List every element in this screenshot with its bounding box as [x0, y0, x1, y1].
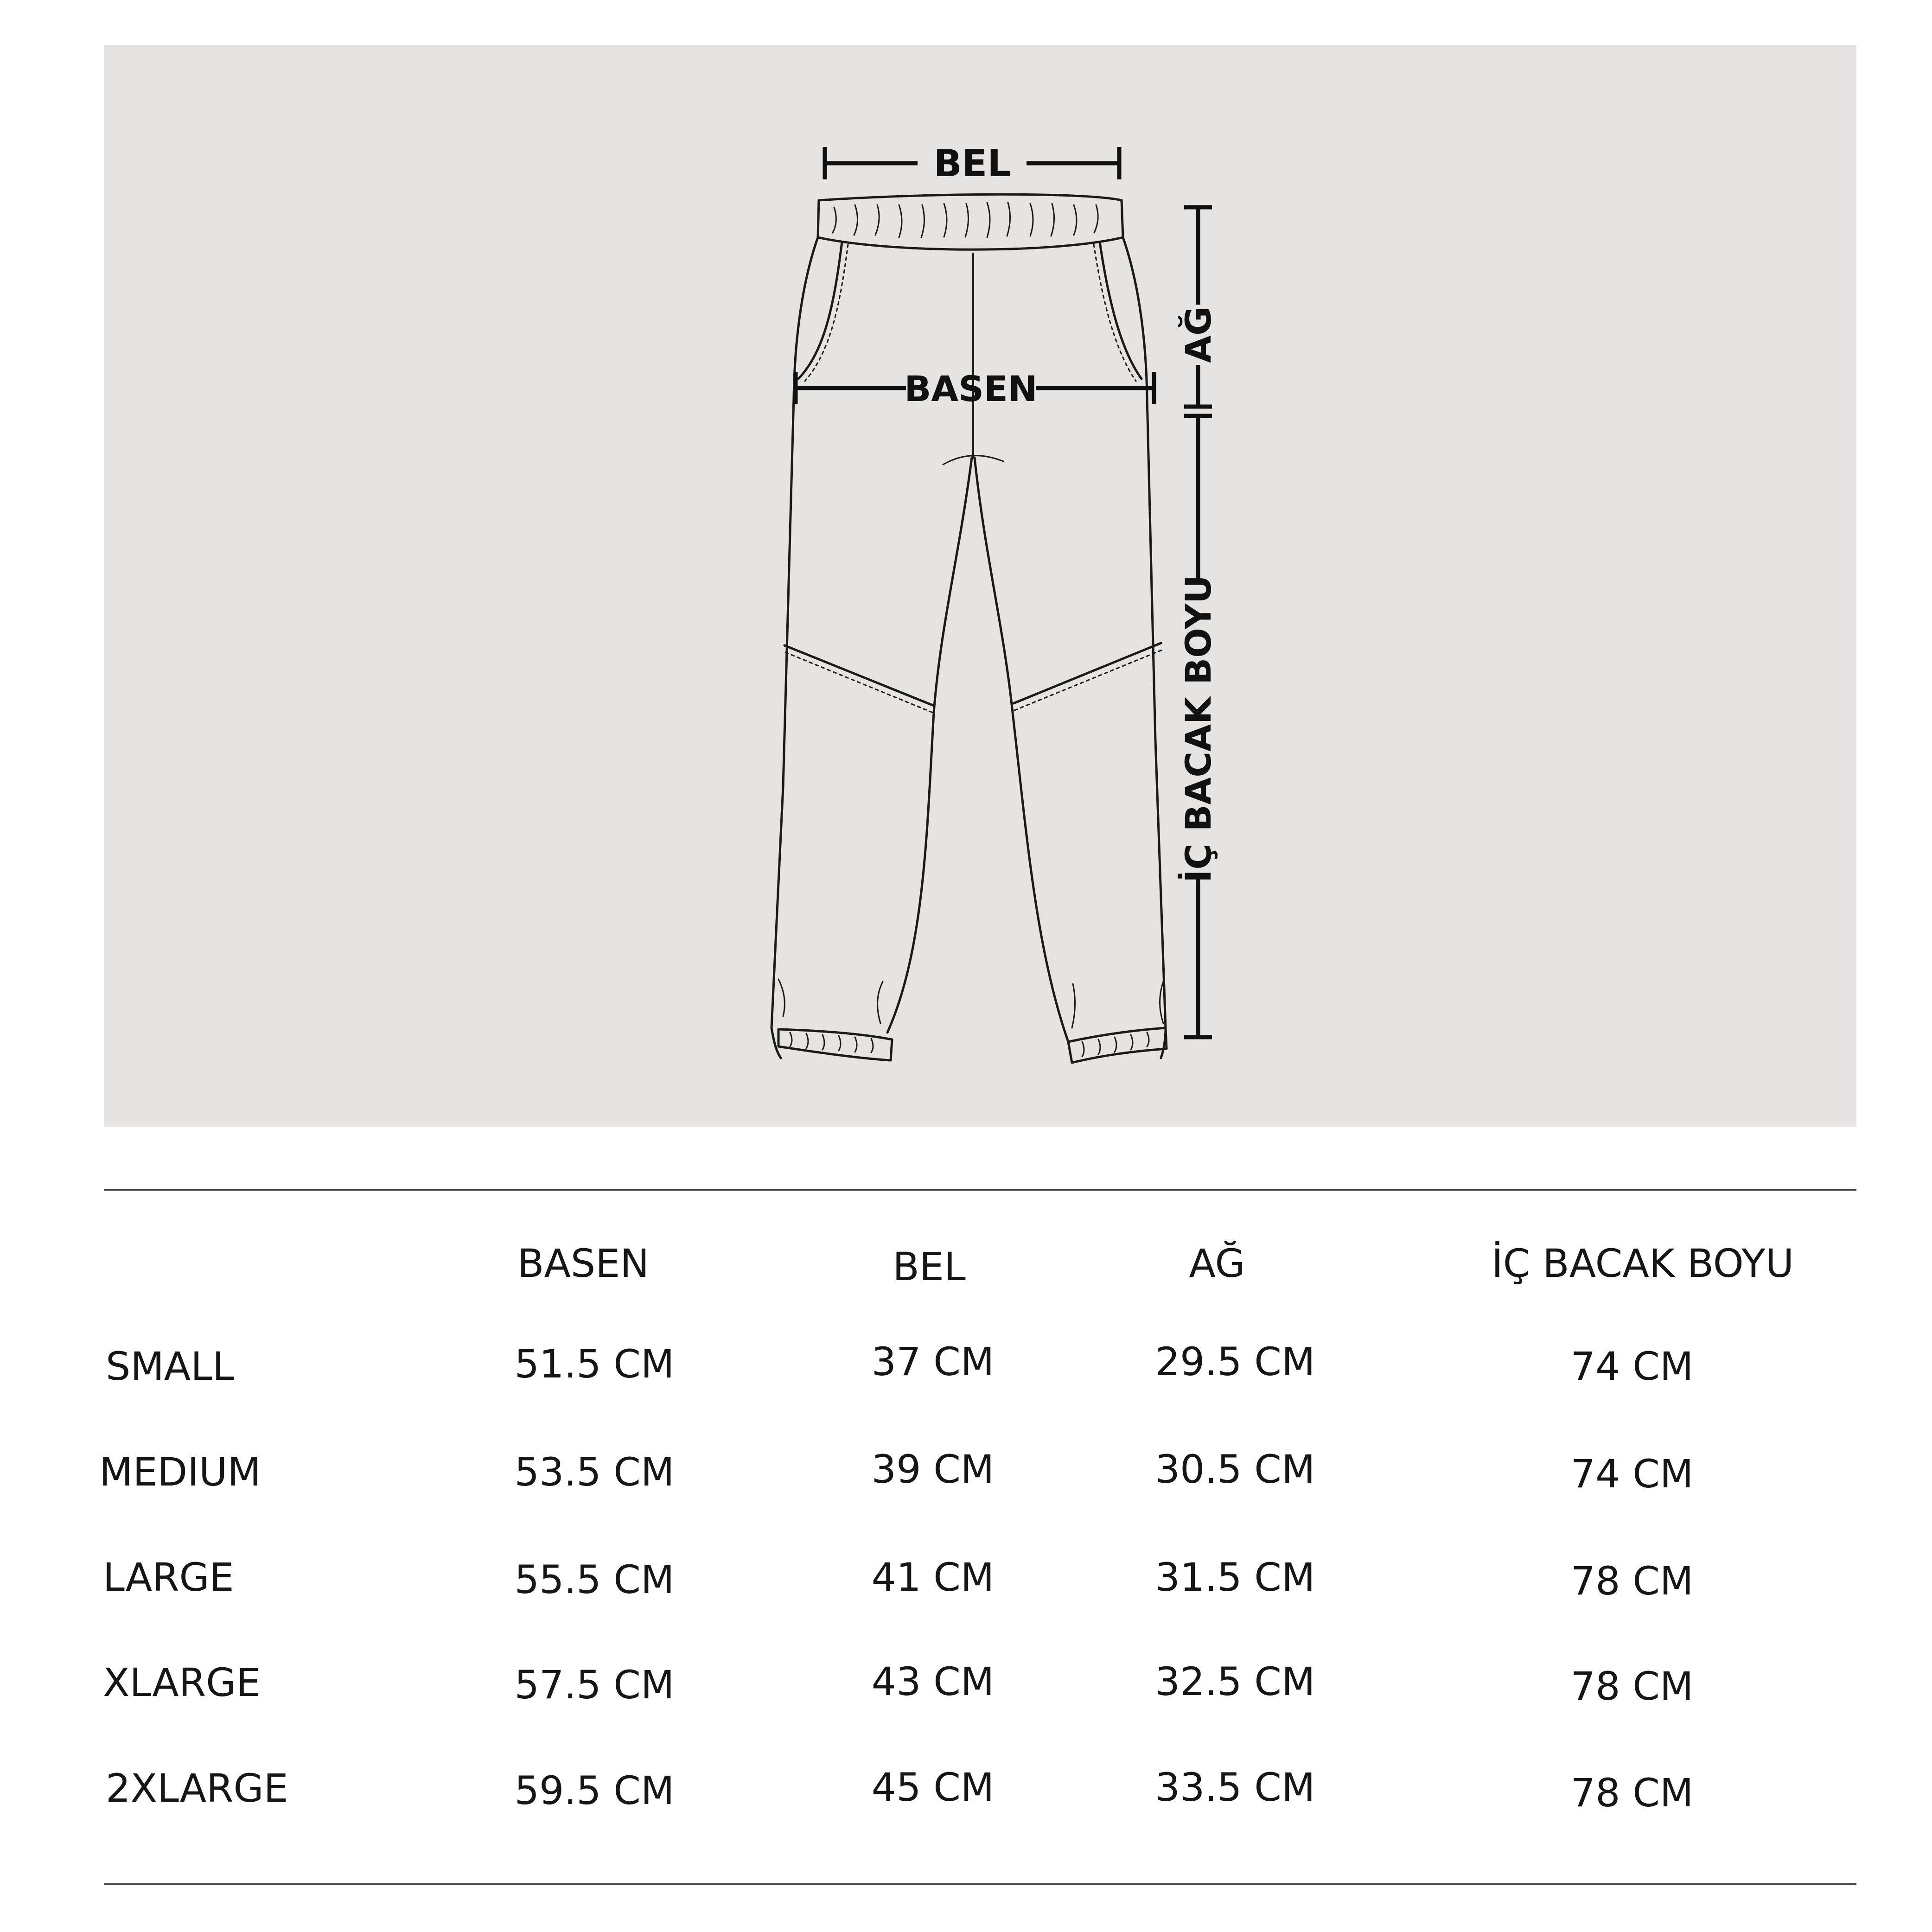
table-cell: 29.5 CM [1155, 1339, 1315, 1384]
table-cell: 45 CM [871, 1765, 995, 1810]
table-cell: 78 CM [1570, 1770, 1694, 1816]
table-cell: 57.5 CM [514, 1662, 675, 1708]
diagram-label-hip: BASEN [904, 368, 1038, 409]
row-label-small: SMALL [106, 1344, 234, 1389]
table-cell: 37 CM [871, 1339, 995, 1384]
row-label-2xlarge: 2XLARGE [106, 1766, 288, 1811]
column-header-waist: BEL [893, 1244, 966, 1289]
column-header-hip: BASEN [517, 1241, 650, 1286]
table-cell: 43 CM [871, 1659, 995, 1704]
table-cell: 78 CM [1570, 1664, 1694, 1709]
table-cell: 74 CM [1570, 1344, 1694, 1389]
table-cell: 39 CM [871, 1447, 995, 1492]
table-cell: 41 CM [871, 1555, 995, 1600]
table-cell: 51.5 CM [514, 1341, 675, 1387]
row-label-medium: MEDIUM [99, 1449, 261, 1495]
table-cell: 33.5 CM [1155, 1765, 1315, 1810]
table-cell: 74 CM [1570, 1451, 1694, 1497]
table-cell: 32.5 CM [1155, 1659, 1315, 1704]
table-cell: 53.5 CM [514, 1449, 675, 1495]
column-header-rise: AĞ [1189, 1241, 1245, 1286]
table-cell: 30.5 CM [1155, 1447, 1315, 1492]
column-header-inseam: İÇ BACAK BOYU [1491, 1241, 1794, 1286]
diagram-label-rise: AĞ [1178, 306, 1219, 363]
table-cell: 55.5 CM [514, 1557, 675, 1602]
table-cell: 78 CM [1570, 1558, 1694, 1604]
row-label-xlarge: XLARGE [103, 1660, 261, 1705]
diagram-label-waist: BEL [933, 142, 1011, 185]
row-label-large: LARGE [103, 1555, 234, 1600]
table-cell: 31.5 CM [1155, 1555, 1315, 1600]
table-cell: 59.5 CM [514, 1768, 675, 1813]
table-bottom-divider [104, 1883, 1856, 1885]
diagram-label-inseam: İÇ BACAK BOYU [1178, 575, 1219, 883]
